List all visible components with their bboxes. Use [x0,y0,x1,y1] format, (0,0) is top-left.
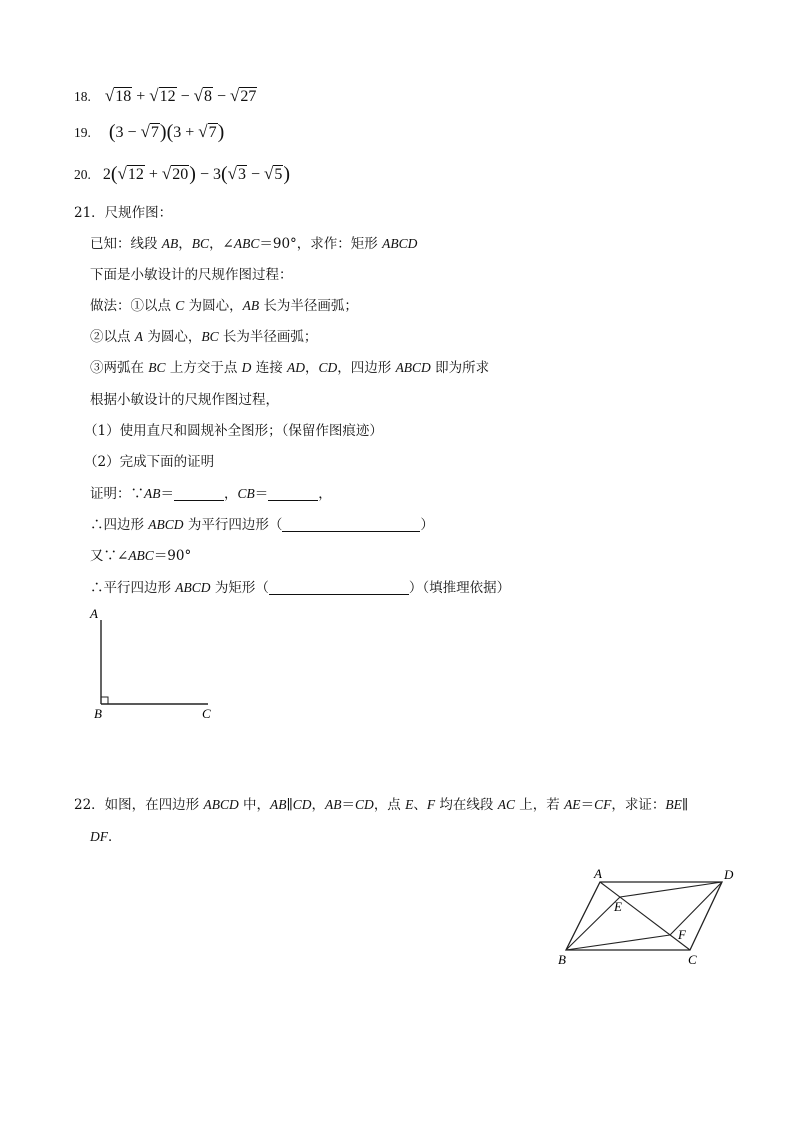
q21-part-2: （2）完成下面的证明 [84,454,215,470]
segment-bf [566,935,670,950]
q21-step-3: ③两弧在 BC 上方交于点 D 连接 AD，CD，四边形 ABCD 即为所求 [90,360,490,376]
quadrilateral-abcd [566,882,722,950]
sqrt-term: √8 [193,86,212,105]
label-d: D [724,867,734,882]
sqrt-term: √18 [104,86,132,105]
segment-ac [600,882,690,950]
q21-proof-line-2: ∴四边形 ABCD 为平行四边形（ ） [90,517,434,533]
operator: + [136,88,146,105]
q21-heading: 21．尺规作图： [74,205,173,221]
q21-intro: 下面是小敏设计的尺规作图过程： [90,267,293,283]
label-e: E [614,899,622,914]
q21-proof-line-1: 证明：∵AB＝ ，CB＝ ， [90,486,332,502]
right-angle-mark [101,697,108,704]
q21-given: 已知：线段 AB，BC，∠ABC＝90°，求作：矩形 ABCD [90,236,418,252]
question-18 [74,86,257,107]
sqrt-term: √12 [117,164,144,183]
operator: − [180,88,190,105]
q22-line-1: 22．如图，在四边形 ABCD 中，AB∥CD，AB＝CD，点 E、F 均在线段 AC 上，若 AE＝CF，求证：BE∥ [74,797,689,813]
q21-proof-line-4: ∴平行四边形 ABCD 为矩形（ ）（填推理依据） [90,580,511,596]
q21-figure [80,600,230,730]
sqrt-term: √5 [264,164,283,183]
answer-blank[interactable] [268,485,318,501]
label-c: C [202,706,211,721]
answer-blank[interactable] [282,516,420,532]
label-f: F [678,927,686,942]
sqrt-term: √3 [227,164,246,183]
segment-be [566,897,620,950]
label-a: A [594,866,602,881]
question-19: 19. (3 − √7)(3 + √7) [74,121,225,143]
question-number: 20. [74,167,91,182]
label-b: B [558,952,566,967]
question-20: 20. 2(√12 + √20) − 3(√3 − √5) [74,163,291,185]
sqrt-term: √7 [198,122,217,141]
q22-line-2: DF． [90,829,122,845]
answer-blank[interactable] [174,485,224,501]
q22-figure [550,862,750,972]
sqrt-term: √12 [149,86,176,105]
operator: − [216,88,226,105]
sqrt-term: √27 [230,86,257,105]
q21-proof-line-3: 又∵∠ABC＝90° [90,548,192,564]
label-c: C [688,952,697,967]
label-b: B [94,706,102,721]
q21-part-1: （1）使用直尺和圆规补全图形；（保留作图痕迹） [84,423,383,439]
answer-blank[interactable] [269,579,409,595]
q21-step-2: ②以点 A 为圆心，BC 长为半径画弧； [90,329,318,345]
segment-ed [620,882,722,897]
q21-step-1: 做法：①以点 C 为圆心，AB 长为半径画弧； [90,298,358,314]
question-number: 19. [74,125,91,140]
label-a: A [90,606,98,621]
question-number: 18. [74,89,91,104]
q21-according: 根据小敏设计的尺规作图过程， [90,392,279,408]
sqrt-term: √20 [161,164,189,183]
sqrt-term: √7 [140,122,159,141]
